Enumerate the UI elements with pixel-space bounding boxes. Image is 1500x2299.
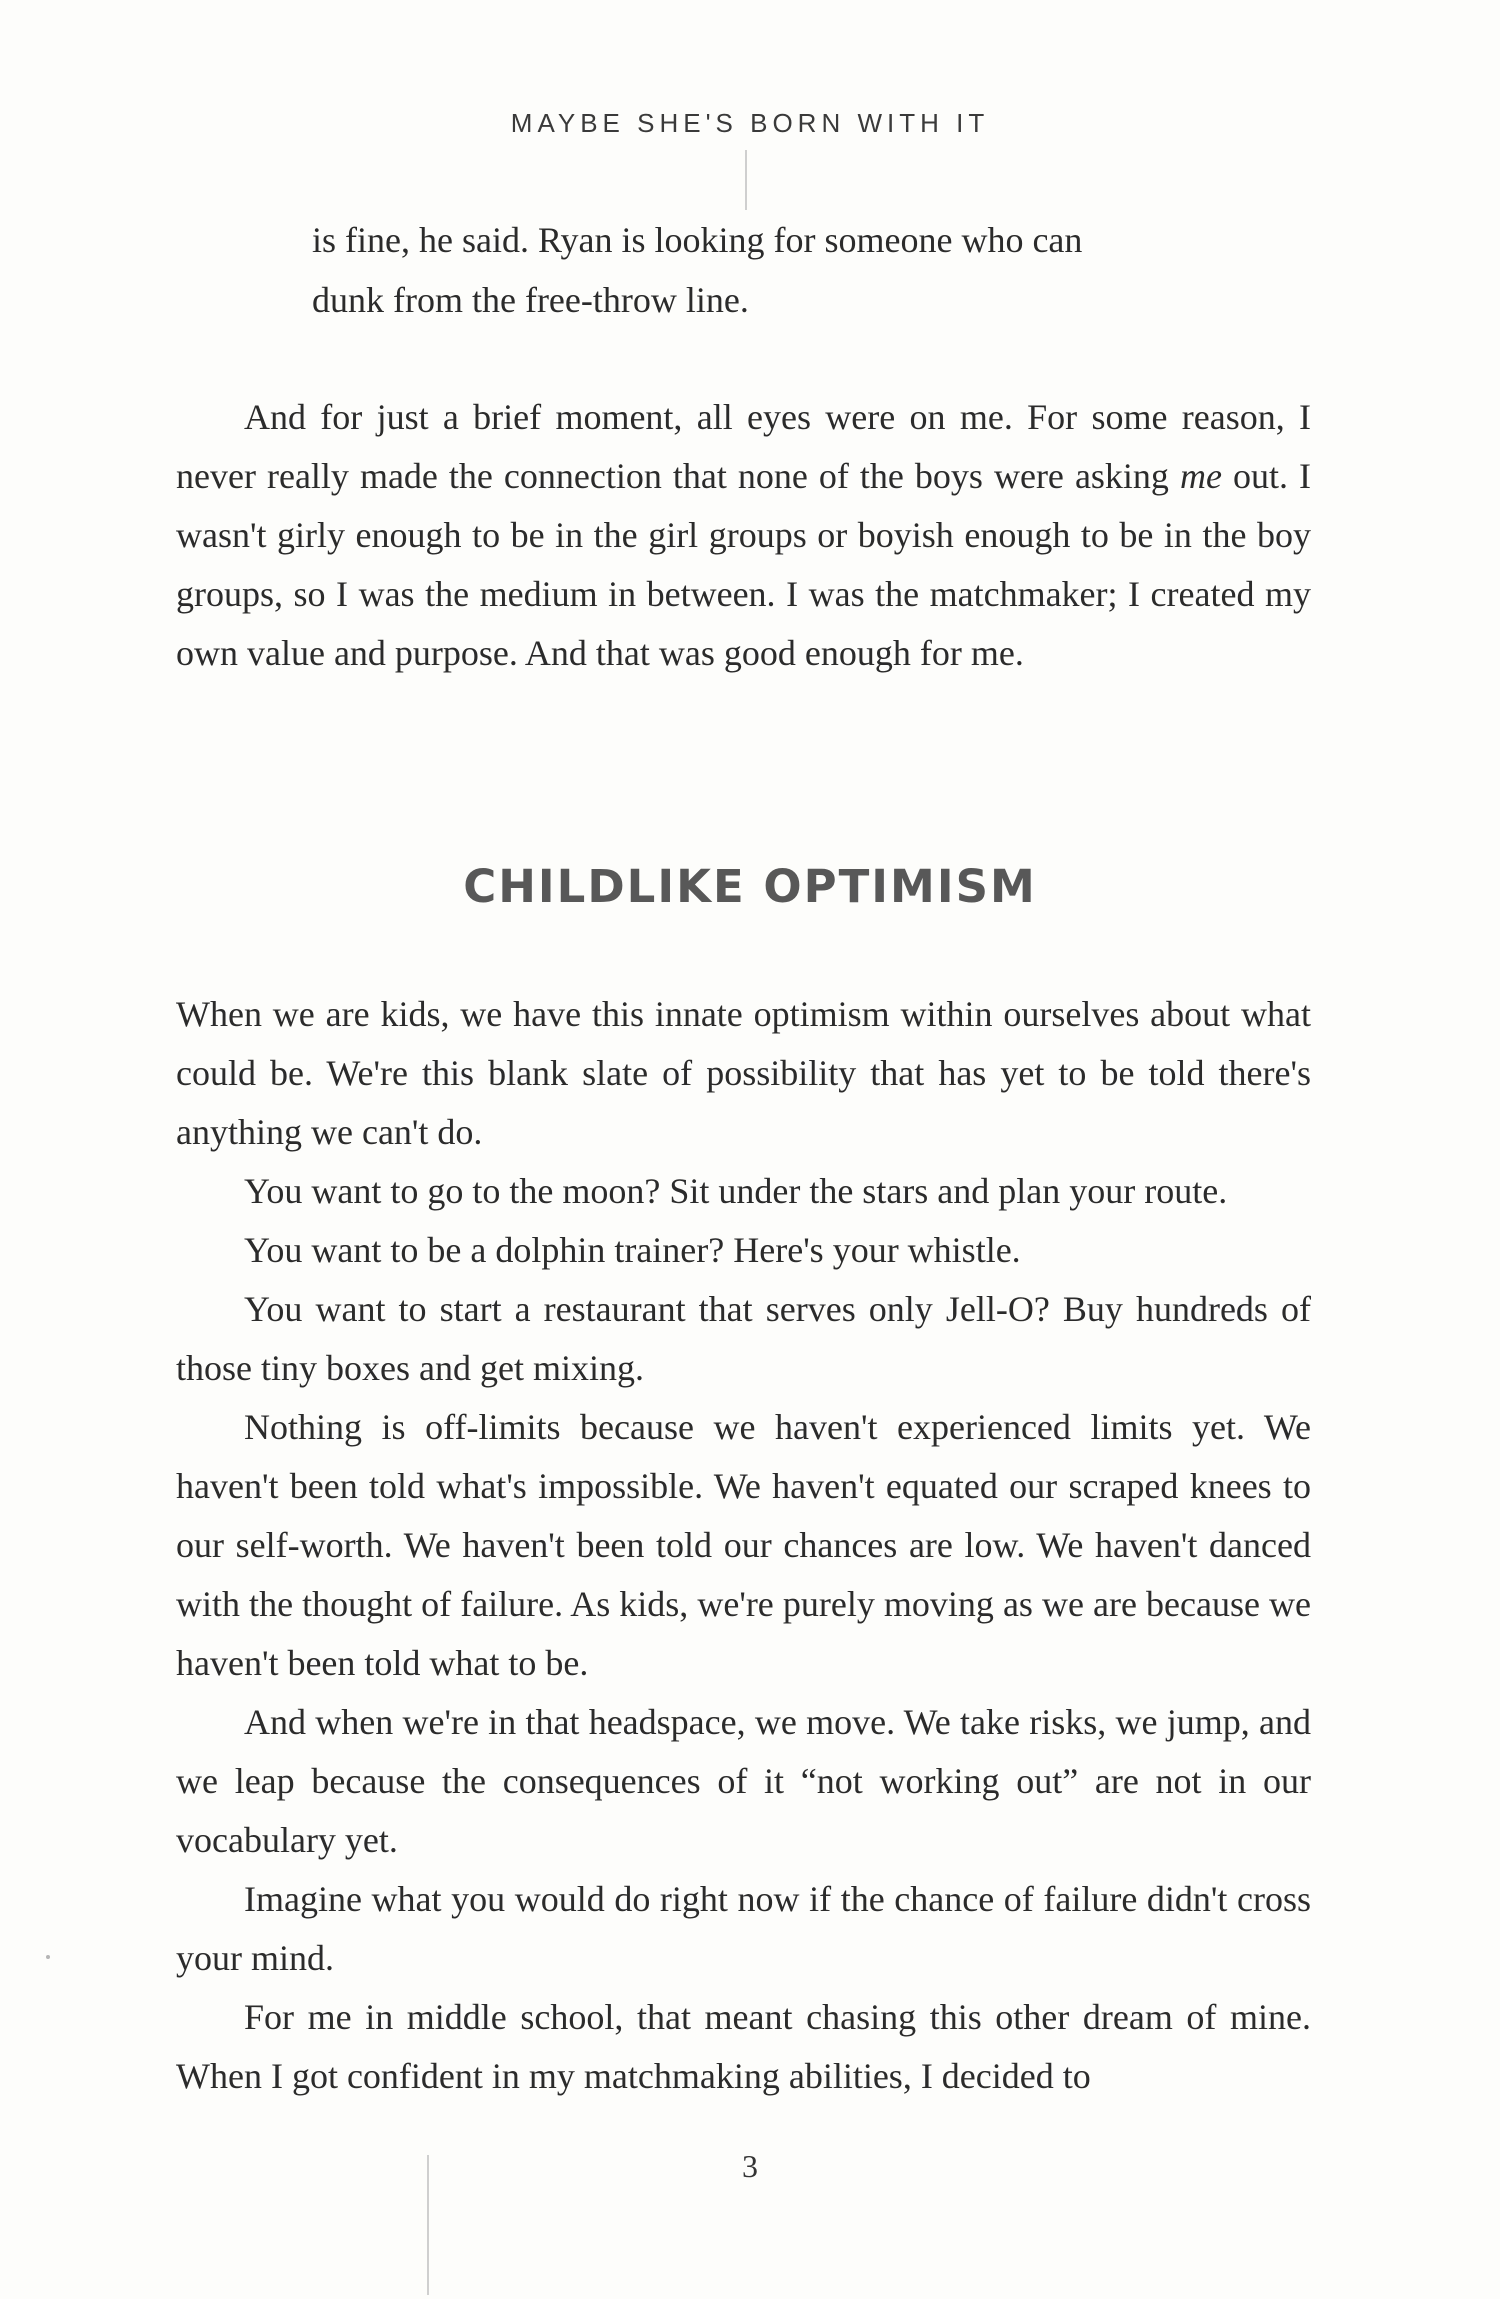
- section-paragraph: And when we're in that headspace, we move. We take risks, we jump, and we leap because the consequences of it “not working out” are not in our vocabulary yet.: [176, 1702, 1311, 1860]
- paragraph-1-text: [176, 388, 1311, 683]
- section-paragraph: Nothing is off-limits because we haven't experienced limits yet. We haven't been told what's impossible. We haven't equated our scraped knees to our self-worth. We haven't been told our chances are low. We haven't danced with the thought of failure. As kids, we're purely moving as we are because we haven't been told what to be.: [176, 1407, 1311, 1683]
- quote-line: is fine, he said. Ryan is looking for someone who can: [312, 220, 1083, 260]
- quote-block: [312, 210, 1212, 330]
- section-paragraph: For me in middle school, that meant chasing this other dream of mine. When I got confident in my matchmaking abilities, I decided to: [176, 1997, 1311, 2096]
- paragraph-1-start: And for just a brief moment, all eyes were on me. For some reason, I never really made the connection that none of the boys were asking: [176, 397, 1311, 496]
- section-paragraph: Imagine what you would do right now if the chance of failure didn't cross your mind.: [176, 1879, 1311, 1978]
- quote-line: dunk from the free-throw line.: [312, 280, 749, 320]
- page-number: 3: [742, 2148, 758, 2184]
- paragraph-1-end: out. I wasn't girly enough to be in the girl groups or boyish enough to be in the boy groups, so I was the medium in between. I was the matchmaker; I created my own value and purpose. And that was good enough for me.: [176, 456, 1311, 673]
- section-paragraph: You want to go to the moon? Sit under the stars and plan your route.: [244, 1171, 1228, 1211]
- section-paragraph: When we are kids, we have this innate optimism within ourselves about what could be. We're this blank slate of possibility that has yet to be told there's anything we can't do.: [176, 994, 1311, 1152]
- scan-dot: [46, 1955, 50, 1959]
- paragraph-1-emphasis: me: [1179, 456, 1222, 496]
- scan-line-top: [745, 150, 747, 210]
- section-paragraph: You want to be a dolphin trainer? Here's your whistle.: [244, 1230, 1021, 1270]
- running-head: MAYBE SHE'S BORN WITH IT: [510, 108, 990, 138]
- section-body: [176, 985, 1311, 2106]
- section-heading: CHILDLIKE OPTIMISM: [463, 860, 1037, 913]
- section-paragraph: You want to start a restaurant that serves only Jell-O? Buy hundreds of those tiny boxes and get mixing.: [176, 1289, 1311, 1388]
- paragraph-1: [176, 388, 1311, 683]
